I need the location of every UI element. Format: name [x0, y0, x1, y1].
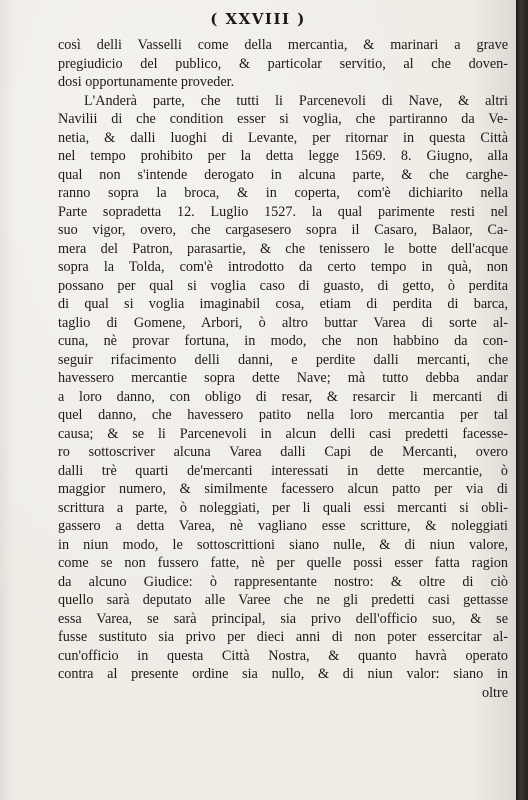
text-line: essa Varea, se sarà principal, sia privo dell'officio suo, & se — [58, 610, 508, 627]
text-line: cun'officio in questa Città Nostra, & quanto havrà operato — [58, 647, 508, 664]
text-line: nel tempo prohibito per la detta legge 1569. 8. Giugno, alla — [58, 148, 508, 164]
text-line: ro sottoscriver alcuna Varea dalli Capi de Mercanti, overo — [58, 444, 508, 460]
text-line: cuna, nè provar fortuna, in modo, che non habbino da con- — [58, 333, 508, 349]
text-line: così delli Vasselli come della mercantia, & marinari a grave — [58, 37, 508, 53]
text-line: da alcuno Giudice: ò rappresentante nostro: & oltre di ciò — [58, 573, 508, 590]
text-line: quello sarà deputato alle Varee che ne gli predetti casi gettasse — [58, 592, 508, 608]
text-line: maggior numero, & similmente facessero alcun patto per via di — [58, 481, 508, 497]
text-line: ranno sopra la broca, & in coperta, com'è dichiarito nella — [58, 185, 508, 201]
text-line: di qual si voglia imaginabil cosa, etiam di perdita di barca, — [58, 296, 508, 312]
catchword: oltre — [482, 684, 508, 701]
text-line: Navilii di che condition esser si voglia, che partiranno da Ve- — [58, 111, 508, 127]
text-line: netia, & dalli luoghi di Levante, per ritornar in questa Città — [58, 129, 508, 146]
text-line: seguir rifacimento delli danni, e perdite dalli mercanti, che — [58, 351, 508, 368]
text-line: contra al presente ordine sia nullo, & di niun valor: siano in — [58, 666, 508, 682]
text-line: fusse sustituto sia privo per dieci anni di non poter essercitar al- — [58, 629, 508, 645]
text-line: havessero mercantie sopra dette Nave; mà tutto debba andar — [58, 370, 508, 386]
body-text — [58, 36, 508, 702]
page-edge-shadow — [516, 0, 528, 800]
text-line: qual non s'intende derogato in alcuna parte, & che carghe- — [58, 166, 508, 183]
text-line: L'Anderà parte, che tutti li Parcenevoli di Nave, & altri — [84, 92, 508, 109]
text-line: a loro danno, con obligo di resar, & resarcir li mercanti di — [58, 388, 508, 405]
text-line: Parte sopradetta 12. Luglio 1527. la qual parimente resti nel — [58, 203, 508, 220]
text-line: come se non fussero fatte, nè per quelle possi esser fatta ragion — [58, 555, 508, 571]
text-line: causa; & se li Parcenevoli in alcun delli casi predetti facesse- — [58, 425, 508, 442]
text-line: scrittura a parte, ò noleggiati, per li quali essi mercanti si obli- — [58, 499, 508, 516]
text-line: taglio di Gomene, Arbori, ò altro buttar Varea di sorte al- — [58, 314, 508, 331]
page-header: ( XXVIII ) — [210, 10, 306, 28]
text-line: dosi opportunamente proveder. — [58, 74, 235, 90]
text-line: sopra la Tolda, com'è introdotto da certo tempo in quà, non — [58, 259, 508, 275]
text-line: pregiudicio del publico, & particolar servitio, al che doven- — [58, 55, 508, 72]
text-line: in niun modo, le sottoscrittioni siano nulle, & di niun valore, — [58, 536, 508, 553]
text-line: gassero a detta Varea, nè vagliano esse scritture, & noleggiati — [58, 518, 508, 534]
text-line: mera del Patron, parasartie, & che tenissero le botte dell'acque — [58, 240, 508, 257]
text-line: dalli trè quarti de'mercanti interessati in dette mercantie, ò — [58, 462, 508, 479]
text-line: possano per qual si voglia caso di guasto, di getto, ò perdita — [58, 277, 508, 294]
text-line: quel danno, che havessero patito nella loro mercantia per tal — [58, 407, 508, 423]
text-line: suo vigor, overo, che cargasesero sopra il Casaro, Balaor, Ca- — [58, 222, 508, 238]
